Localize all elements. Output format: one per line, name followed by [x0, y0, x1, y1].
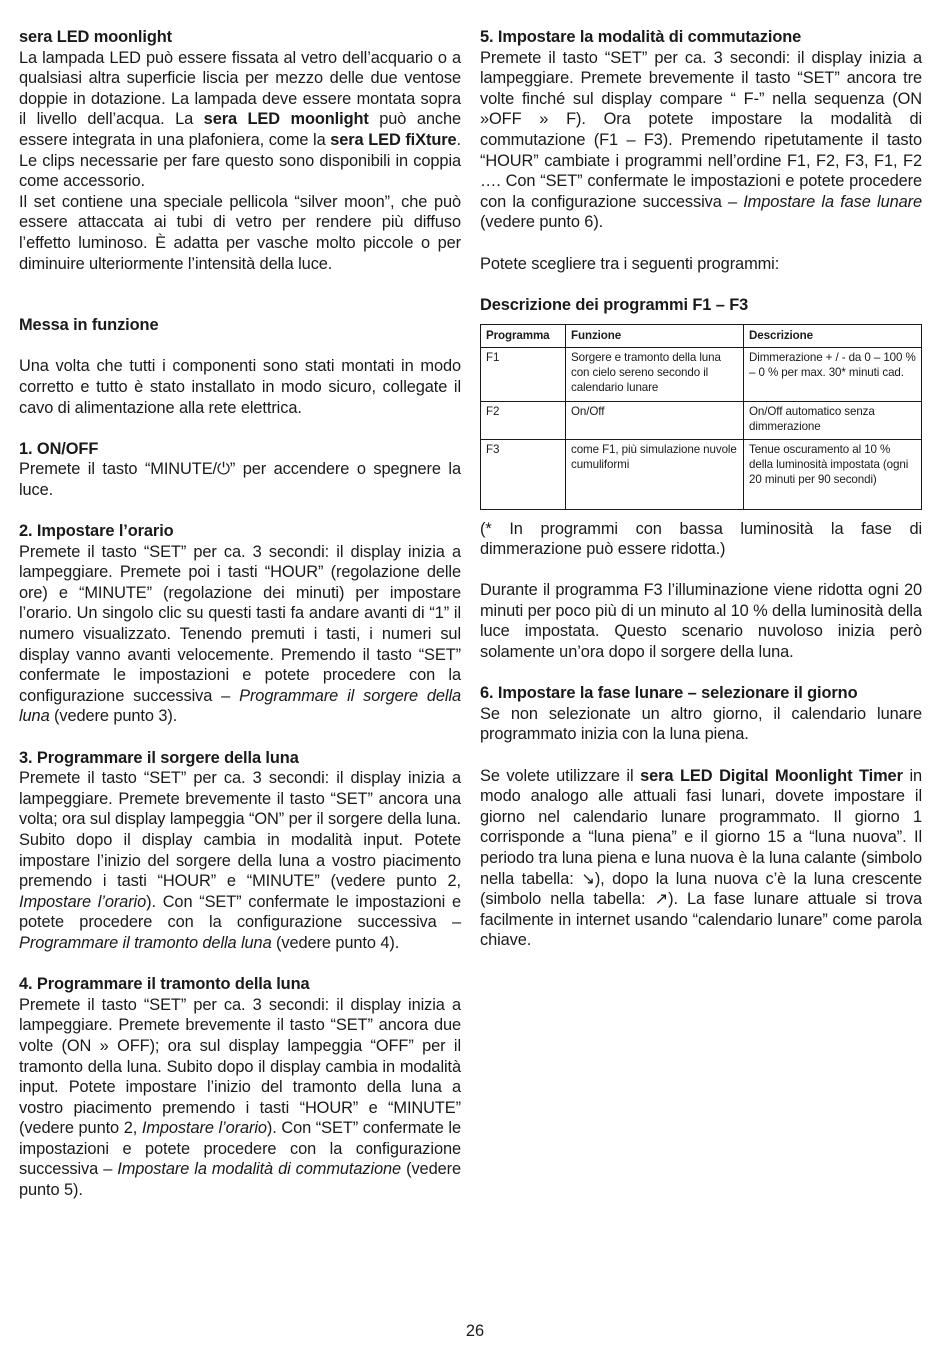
section-4-text: Premete il tasto “SET” per ca. 3 secondi: il display inizia a lampeggiare. Premete brevemente il tasto “SET” ancora due volte (ON » OFF); ora sul display lampeggia “OFF” per il tramonto della luna. Subito dopo il display cambia in modalità input. Potete impostare l’inizio del tramonto della luna a vostro piacimento premendo i tasti “HOUR” e “MINUTE” (vedere punto 2, Impostare l’orario). Con “SET” confermate le impostazioni e potete procedere con la configurazione successiva – Impostare la modalità di commutazione (vedere punto 5). [19, 995, 461, 1200]
section-5-heading: 5. Impostare la modalità di commutazione [480, 28, 802, 46]
header-funzione: Funzione [566, 325, 744, 347]
section-3-heading: 3. Programmare il sorgere della luna [19, 748, 299, 767]
section-6-paragraph-2: Se volete utilizzare il sera LED Digital Moonlight Timer in modo analogo alle attuali fasi lunari, dovete impostare il giorno nel calendario lunare programmato. Il giorno 1 corrisponde a “luna piena” e il giorno 15 a “luna nuova”. Il periodo tra luna piena e luna nuova è la luna calante (simbolo nella tabella: ↘), dopo la luna nuova c’è la luna crescente (simbolo nella tabella: ↗). La fase lunare attuale si trova facilmente in internet usando “calendario lunare” come parola chiave. [480, 766, 923, 950]
footnote: (* In programmi con bassa luminosità la fase di dimmerazione può essere ridotta.) [480, 519, 922, 559]
cell-description: Dimmerazione + / - da 0 – 100 % – 0 % per max. 30* minuti cad. [744, 347, 922, 401]
choose-programs-text: Potete scegliere tra i seguenti programmi: [480, 254, 780, 273]
section-2-text: Premete il tasto “SET” per ca. 3 secondi: il display inizia a lampeggiare. Premete poi i tasti “HOUR” (regolazione delle ore) e “MINUTE” (regolazione dei minuti) per impostare l’orario. Un singolo clic su questi tasti fa andare avanti di “1” il numero visualizzato. Tenendo premuti i tasti, i numeri sul display vanno avanti velocemente. Premendo il tasto “SET” confermate le impostazioni e potete procedere con la configurazione successiva – Programmare il sorgere della luna (vedere punto 3). [19, 542, 462, 726]
programs-table [480, 324, 922, 509]
section-1-text: Premete il tasto “MINUTE/⏻” per accendere o spegnere la luce. [19, 460, 461, 499]
section-5-text: Premete il tasto “SET” per ca. 3 secondi: il display inizia a lampeggiare. Premete brevemente il tasto “SET” ancora tre volte finché sul display compare “ F-” nella sequenza (ON »OFF » F). Ora potete impostare la modalità di commutazione (F1 – F3). Premendo ripetutamente il tasto “HOUR” cambiate i programmi nell’ordine F1, F2, F3, F1, F2 …. Con “SET” confermate le impostazioni e potete procedere con la configurazione successiva – Impostare la fase lunare (vedere punto 6). [480, 48, 922, 232]
header-programma: Programma [481, 325, 566, 347]
page-number: 26 [465, 1322, 485, 1340]
table-row [481, 401, 922, 439]
intro-paragraph: La lampada LED può essere fissata al vetro dell’acquario o a qualsiasi altra superficie liscia per mezzo delle due ventose doppie in dotazione. La lampada deve essere montata sopra il livello dell’acqua. La sera LED moonlight può anche essere integrata in una plafoniera, come la sera LED fiXture. Le clips necessarie per fare questo sono disponibili in coppia come accessorio. [19, 48, 461, 191]
f3-paragraph: Durante il programma F3 l’illuminazione viene ridotta ogni 20 minuti per poco più di un minuto al 10 % della luminosità della luce impostata. Questo scenario nuvoloso inizia però solamente un’ora dopo il sorgere della luna. [480, 581, 922, 662]
header-descrizione: Descrizione [744, 325, 922, 347]
cell-program: F2 [481, 401, 566, 439]
messa-heading: Messa in funzione [19, 316, 159, 335]
table-heading: Descrizione dei programmi F1 – F3 [480, 295, 749, 314]
intro-heading: sera LED moonlight [19, 28, 173, 46]
cell-program: F3 [481, 439, 566, 509]
section-2-heading: 2. Impostare l’orario [19, 522, 174, 541]
cell-function: come F1, più simulazione nuvole cumuliformi [566, 439, 744, 509]
section-4-heading: 4. Programmare il tramonto della luna [19, 975, 310, 994]
right-column [480, 27, 922, 951]
section-3-text: Premete il tasto “SET” per ca. 3 secondi: il display inizia a lampeggiare. Premete brevemente il tasto “SET” ancora una volta; ora sul display lampeggia “ON” per il sorgere della luna. Subito dopo il display cambia in modalità input. Potete impostare l’inizio del sorgere della luna a vostro piacimento premendo i tasti “HOUR” e “MINUTE” (vedere punto 2, Impostare l’orario). Con “SET” confermate le impostazioni e potete procedere con la configurazione successiva – Programmare il tramonto della luna (vedere punto 4). [19, 769, 461, 952]
cell-description: On/Off automatico senza dimmerazione [744, 401, 922, 439]
messa-paragraph: Una volta che tutti i componenti sono stati montati in modo corretto e tutto è stato installato in modo sicuro, collegate il cavo di alimentazione alla rete elettrica. [19, 357, 461, 417]
cell-program: F1 [481, 347, 566, 401]
section-6-heading: 6. Impostare la fase lunare – selezionare il giorno [480, 684, 858, 703]
cell-function: Sorgere e tramonto della luna con cielo sereno secondo il calendario lunare [566, 347, 744, 401]
cell-description: Tenue oscuramento al 10 % della luminosità impostata (ogni 20 minuti per 90 secondi) [744, 439, 922, 509]
table-row [481, 347, 922, 401]
table-header-row [481, 325, 922, 347]
table-row [481, 439, 922, 509]
cell-function: On/Off [566, 401, 744, 439]
silver-moon-paragraph: Il set contiene una speciale pellicola “silver moon”, che può essere attaccata ai tubi di vetro per rendere più diffuso l’effetto luminoso. È adatta per vasche molto piccole o per diminuire ulteriormente l’intensità della luce. [19, 192, 461, 273]
left-column [19, 27, 461, 1201]
section-1-heading: 1. ON/OFF [19, 439, 99, 458]
section-6-text: Se non selezionate un altro giorno, il calendario lunare programmato inizia con la luna piena. [480, 704, 922, 744]
